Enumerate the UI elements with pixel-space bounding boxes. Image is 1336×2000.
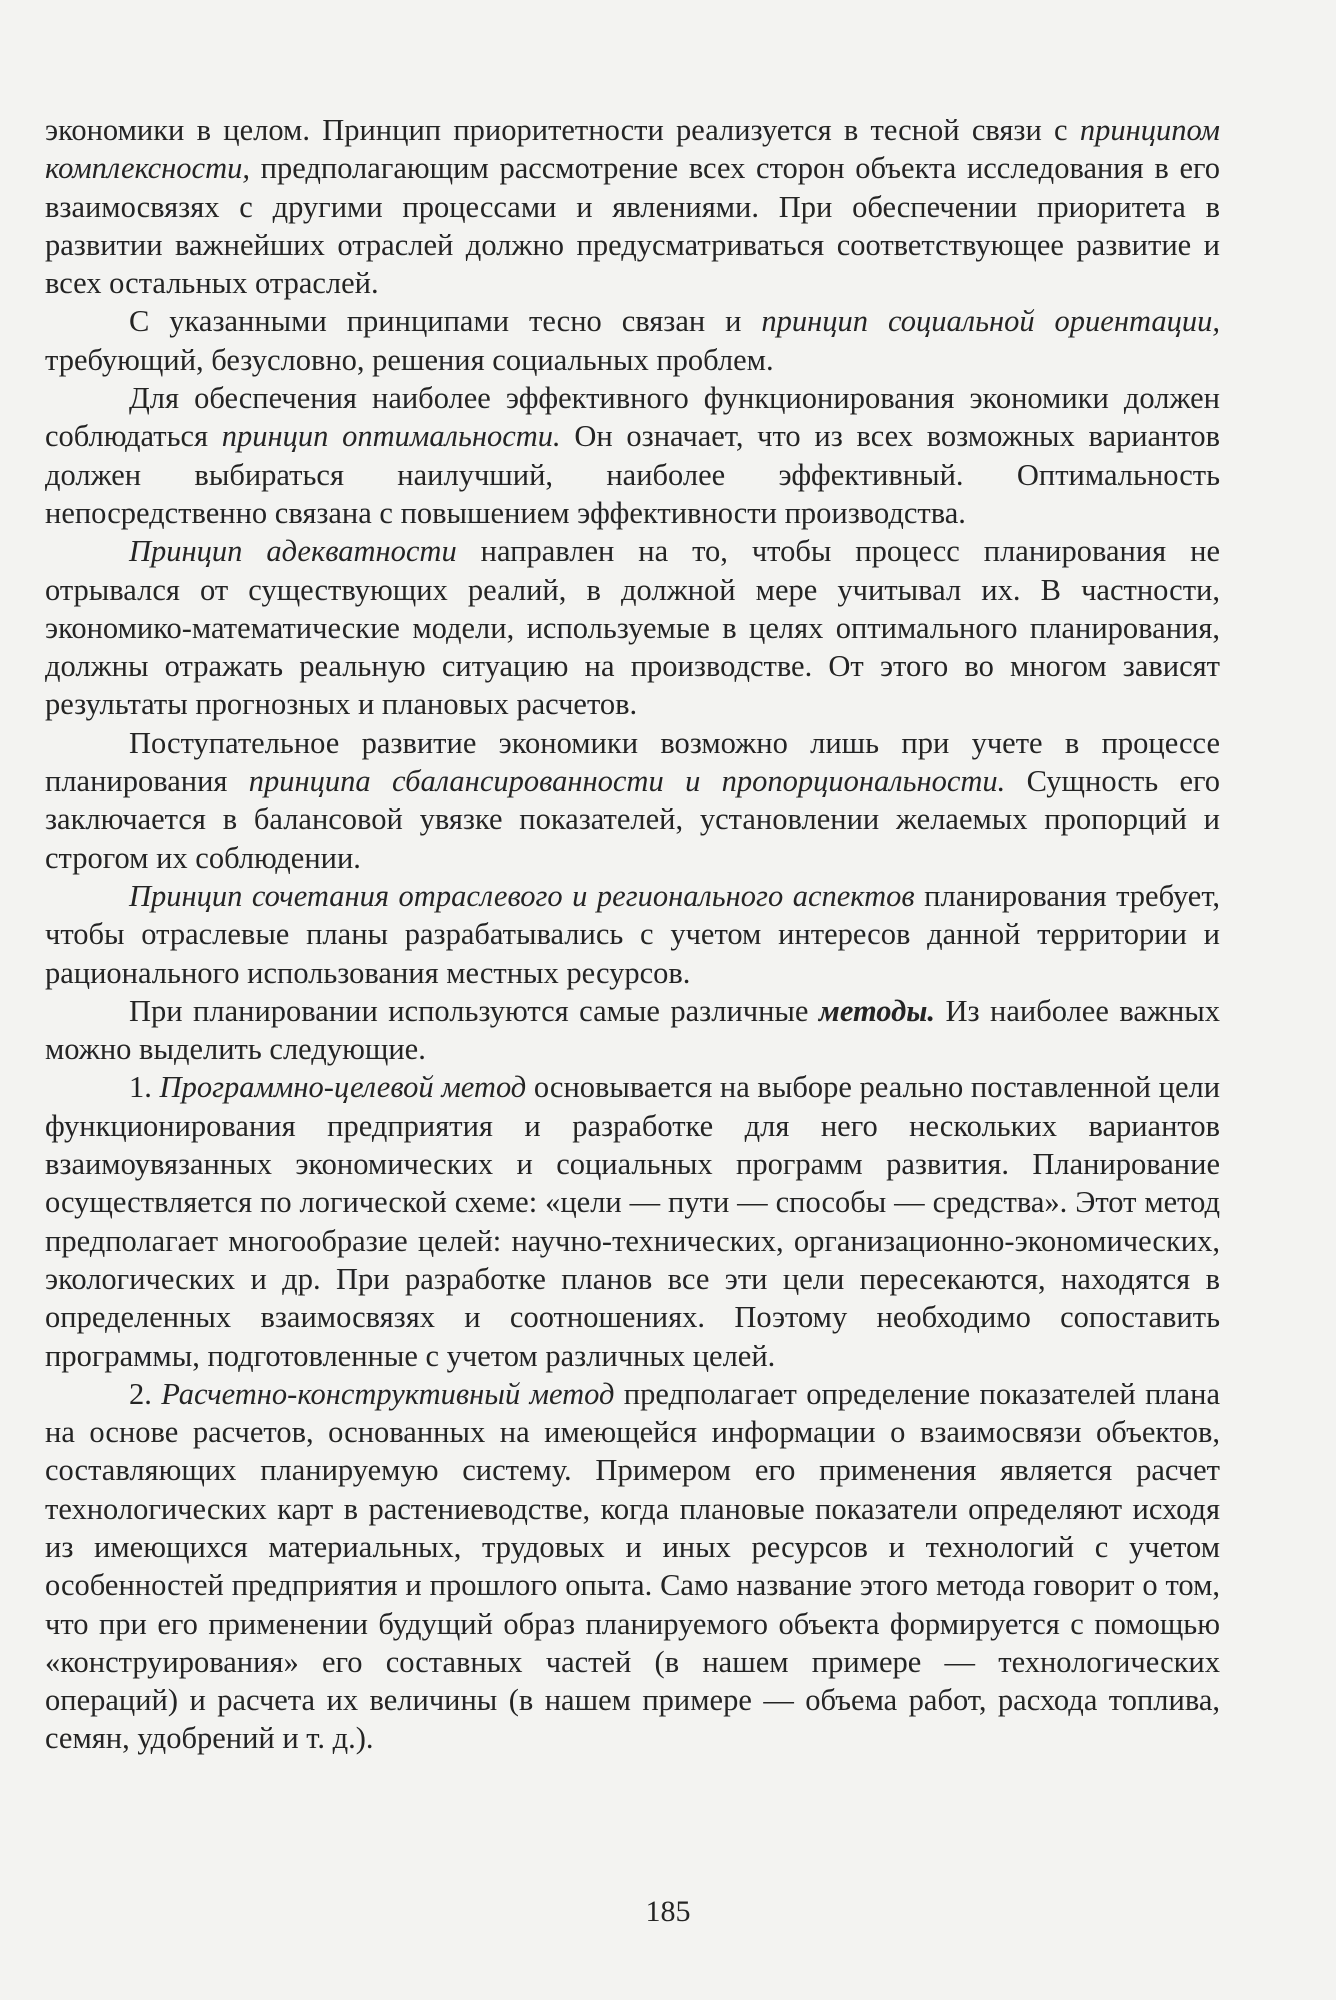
paragraph: При планировании используются самые различные методы. Из наиболее важных можно выделить следующие. xyxy=(45,993,1221,1067)
paragraph: С указанными принципами тесно связан и принцип социальной ориентации, требующий, безусловно, решения социальных проблем. xyxy=(45,304,1220,377)
body-text xyxy=(45,111,1220,1758)
paragraph: Принцип сочетания отраслевого и регионального аспектов планирования требует, чтобы отраслевые планы разрабатывались с учетом интересов данной территории и рационального использования местных ресурсов. xyxy=(45,878,1220,990)
paragraph: Поступательное развитие экономики возможно лишь при учете в процессе планирования принципа сбалансированности и пропорциональности. Сущность его заключается в балансовой увязке показателей, установлении желаемых пропорций и строгом их соблюдении. xyxy=(45,725,1220,875)
paragraph: Принцип адекватности направлен на то, чтобы процесс планирования не отрывался от существующих реалий, в должной мере учитывал их. В частности, экономико-математические модели, используемые в целях оптимального планирования, должны отражать реальную ситуацию на производстве. От этого во многом зависят результаты прогнозных и плановых расчетов. xyxy=(45,534,1220,722)
page-number: 185 xyxy=(645,1895,691,1928)
paragraph: Для обеспечения наиболее эффективного функционирования экономики должен соблюдаться принцип оптимальности. Он означает, что из всех возможных вариантов должен выбираться наилучший, наиболее эффективный. Оптимальность непосредственно связана с повышением эффективности производства. xyxy=(45,381,1220,530)
paragraph: 1. Программно-целевой метод основывается на выборе реально поставленной цели функционирования предприятия и разработке для него нескольких вариантов взаимоувязанных экономических и социальных программ развития. Планирование осуществляется по логической схеме: «цели — пути — способы — средства». Этот метод предполагает многообразие целей: научно-технических, организационно-экономических, экологических и др. При разработке планов все эти цели пересекаются, находятся в определенных взаимосвязях и соотношениях. Поэтому необходимо сопоставить программы, подготовленные с учетом различных целей. xyxy=(45,1070,1221,1373)
paragraph: экономики в целом. Принцип приоритетности реализуется в тесной связи с принципом комплексности, предполагающим рассмотрение всех сторон объекта исследования в его взаимосвязях с другими процессами и явлениями. При обеспечении приоритета в развитии важнейших отраслей должно предусматриваться соответствующее развитие и всех остальных отраслей. xyxy=(45,113,1220,301)
paragraph: 2. Расчетно-конструктивный метод предполагает определение показателей плана на основе расчетов, основанных на имеющейся информации о взаимосвязи объектов, составляющих планируемую систему. Примером его применения является расчет технологических карт в растениеводстве, когда плановые показатели определяют исходя из имеющихся материальных, трудовых и иных ресурсов и технологий с учетом особенностей предприятия и прошлого опыта. Само название этого метода говорит о том, что при его применении будущий образ планируемого объекта формируется с помощью «конструирования» его составных частей (в нашем примере — технологических операций) и расчета их величины (в нашем примере — объема работ, расхода топлива, семян, удобрений и т. д.). xyxy=(45,1376,1221,1756)
